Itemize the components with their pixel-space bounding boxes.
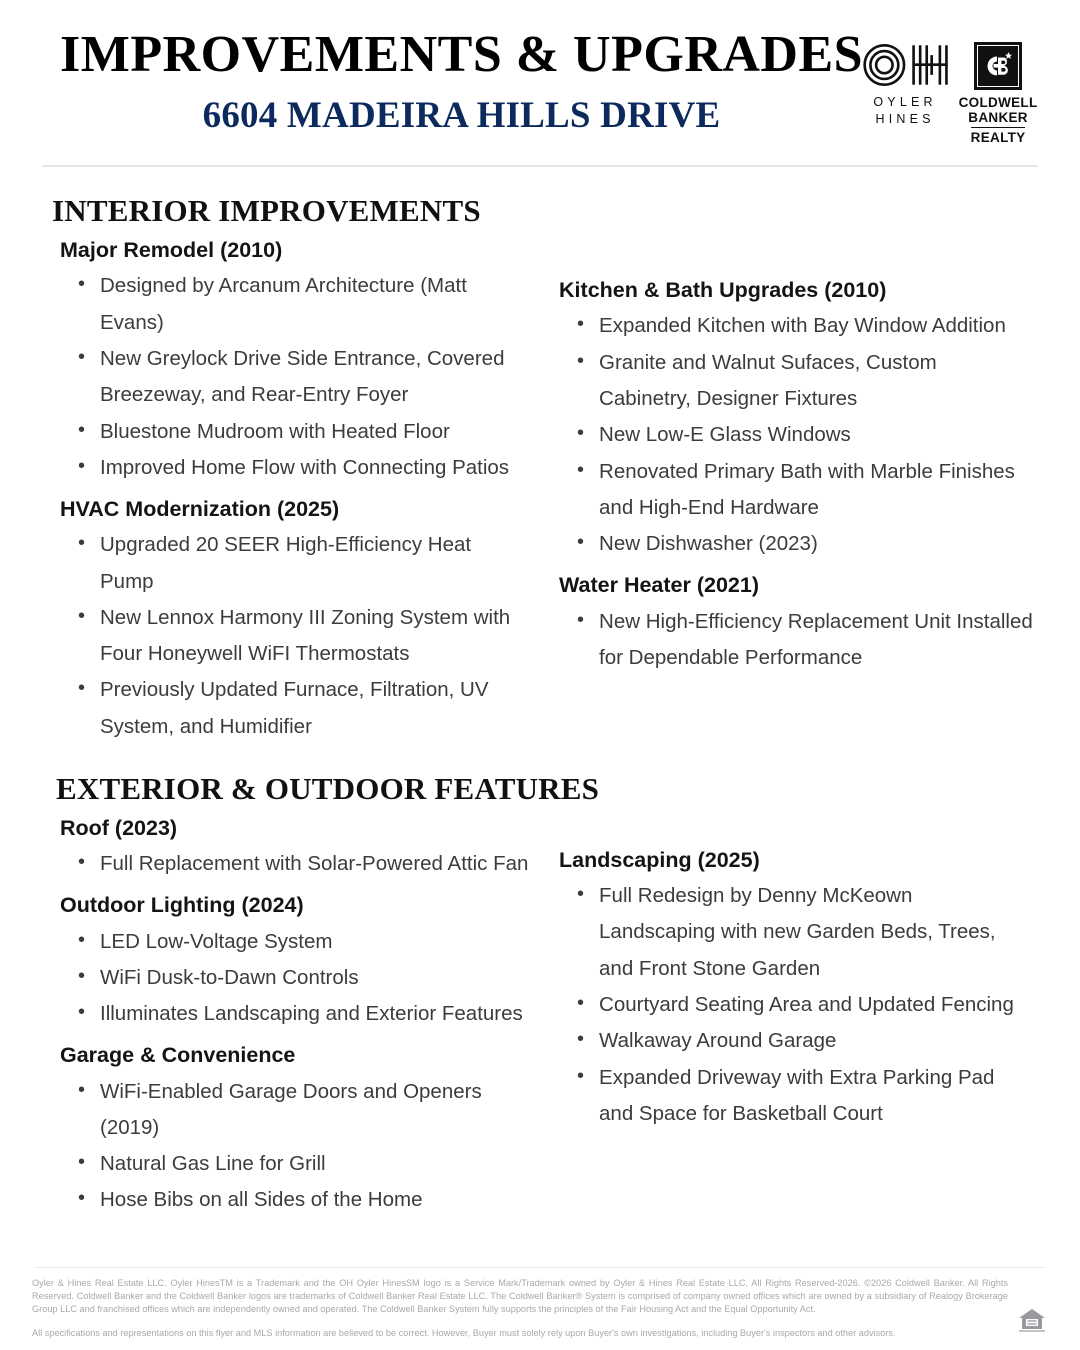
oyler-hines-wordmark — [863, 94, 943, 128]
group-item-list — [573, 308, 1034, 562]
group-title: Landscaping (2025) — [559, 847, 760, 872]
list-item: • Designed by Arcanum Architecture (Matt Evans) — [74, 268, 529, 341]
group-item-list — [74, 924, 529, 1033]
list-item: • Hose Bibs on all Sides of the Home — [74, 1182, 529, 1218]
exterior-left-column — [42, 813, 535, 1227]
group-item-list — [74, 846, 529, 882]
coldwell-banker-logo — [957, 42, 1039, 147]
group-hvac-modernization — [60, 494, 529, 745]
group-title: Outdoor Lighting (2024) — [60, 893, 304, 918]
group-title: Garage & Convenience — [60, 1043, 296, 1068]
list-item: • Natural Gas Line for Grill — [74, 1146, 529, 1182]
header-divider — [42, 165, 1038, 167]
equal-housing-house-icon — [1018, 1307, 1046, 1333]
group-water-heater — [559, 570, 1034, 676]
group-title: HVAC Modernization (2025) — [60, 497, 340, 522]
group-kitchen-bath-upgrades — [559, 275, 1034, 562]
footer-text-block — [32, 1277, 1008, 1340]
list-item: • Courtyard Seating Area and Updated Fencing — [573, 987, 1034, 1023]
cb-line-2: BANKER — [968, 110, 1028, 126]
cb-letters-icon — [981, 49, 1015, 83]
oyler-hines-line-2: HINES — [875, 111, 935, 126]
group-item-list — [74, 527, 529, 745]
cb-line-1: COLDWELL — [958, 95, 1038, 110]
oh-monogram-icon — [863, 42, 953, 88]
group-title: Roof (2023) — [60, 815, 178, 840]
cb-monogram-inner — [977, 45, 1019, 87]
footer-row — [32, 1277, 1048, 1340]
footer-legal-trademark: Oyler & Hines Real Estate LLC. Oyler HinesTM is a Trademark and the OH Oyler HinesSM logo is a Service Mark/Trademark owned by Oyler & Hines Real Estate LLC, All Rights Reserved-2026. ©2026 Coldwell Banker. All Rights Reserved. Coldwell Banker and the Coldwell Banker logos are trademarks of Coldwell Banker Real Estate LLC. The Coldwell Banker® System is comprised of company owned offices which are owned by a subsidiary of Realogy Brokerage Group LLC and franchised offices which are independently owned and operated. The Coldwell Banker System fully supports the principles of the Fair Housing Act and the Equal Opportunity Act. — [32, 1277, 1008, 1314]
list-item: • WiFi Dusk-to-Dawn Controls — [74, 960, 529, 996]
list-item: • New Greylock Drive Side Entrance, Covered Breezeway, and Rear-Entry Foyer — [74, 341, 529, 414]
list-item: • Bluestone Mudroom with Heated Floor — [74, 414, 529, 450]
group-landscaping — [559, 845, 1034, 1132]
section-heading-exterior: EXTERIOR & OUTDOOR FEATURES — [56, 770, 600, 806]
group-roof — [60, 813, 529, 882]
list-item: • Upgraded 20 SEER High-Efficiency Heat Pump — [74, 527, 529, 600]
interior-columns — [42, 235, 1038, 753]
group-outdoor-lighting — [60, 890, 529, 1032]
section-heading-interior: INTERIOR IMPROVEMENTS — [52, 193, 481, 229]
interior-left-column — [42, 235, 535, 753]
footer-legal-disclaimer: All specifications and representations on this flyer and MLS information are believed to be correct. However, Buyer must solely rely upon Buyer's own investigations, including Buyer's inspectors and other advisors. — [32, 1327, 896, 1338]
cb-monogram-icon — [974, 42, 1022, 90]
group-major-remodel — [60, 235, 529, 486]
list-item: • Improved Home Flow with Connecting Patios — [74, 450, 529, 486]
equal-housing-opportunity-icon — [1018, 1307, 1048, 1340]
property-address: 6604 MADEIRA HILLS DRIVE — [202, 95, 721, 137]
header-titles — [42, 26, 863, 140]
coldwell-banker-wordmark — [957, 95, 1039, 125]
exterior-right-column — [545, 813, 1038, 1140]
group-title: Major Remodel (2010) — [60, 238, 283, 263]
list-item: • Renovated Primary Bath with Marble Finishes and High-End Hardware — [573, 454, 1034, 527]
list-item: • WiFi-Enabled Garage Doors and Openers (2019) — [74, 1074, 529, 1147]
oyler-hines-line-1: OYLER — [873, 95, 937, 109]
section-interior-improvements — [0, 193, 1080, 753]
interior-right-column — [545, 235, 1038, 684]
list-item: • New Low-E Glass Windows — [573, 417, 1034, 453]
list-item: • New High-Efficiency Replacement Unit Installed for Dependable Performance — [573, 604, 1034, 677]
list-item: • Walkaway Around Garage — [573, 1023, 1034, 1059]
list-item: • Full Replacement with Solar-Powered Attic Fan — [74, 846, 529, 882]
list-item: • LED Low-Voltage System — [74, 924, 529, 960]
group-garage-convenience — [60, 1040, 529, 1218]
list-item: • Previously Updated Furnace, Filtration, UV System, and Humidifier — [74, 672, 529, 745]
group-item-list — [74, 1074, 529, 1219]
oyler-hines-logo — [863, 42, 943, 128]
page-header — [0, 0, 1080, 147]
list-item: • Full Redesign by Denny McKeown Landscaping with new Garden Beds, Trees, and Front Stone Garden — [573, 878, 1034, 987]
group-item-list — [74, 268, 529, 486]
exterior-columns — [42, 813, 1038, 1227]
group-title: Kitchen & Bath Upgrades (2010) — [559, 278, 887, 303]
list-item: • Expanded Driveway with Extra Parking Pad and Space for Basketball Court — [573, 1060, 1034, 1133]
group-title: Water Heater (2021) — [559, 573, 759, 598]
list-item: • Granite and Walnut Sufaces, Custom Cabinetry, Designer Fixtures — [573, 345, 1034, 418]
page-title: IMPROVEMENTS & UPGRADES — [60, 26, 864, 83]
cb-realty-label: REALTY — [971, 127, 1026, 145]
section-exterior-outdoor-features — [0, 771, 1080, 1227]
brand-logos — [863, 26, 1039, 147]
list-item: • Illuminates Landscaping and Exterior Features — [74, 996, 529, 1032]
group-item-list — [573, 878, 1034, 1132]
list-item: • New Lennox Harmony III Zoning System with Four Honeywell WiFI Thermostats — [74, 600, 529, 673]
group-item-list — [573, 604, 1034, 677]
page-footer — [0, 1267, 1080, 1350]
footer-divider — [34, 1267, 1046, 1268]
list-item: • Expanded Kitchen with Bay Window Addition — [573, 308, 1034, 344]
list-item: • New Dishwasher (2023) — [573, 526, 1034, 562]
